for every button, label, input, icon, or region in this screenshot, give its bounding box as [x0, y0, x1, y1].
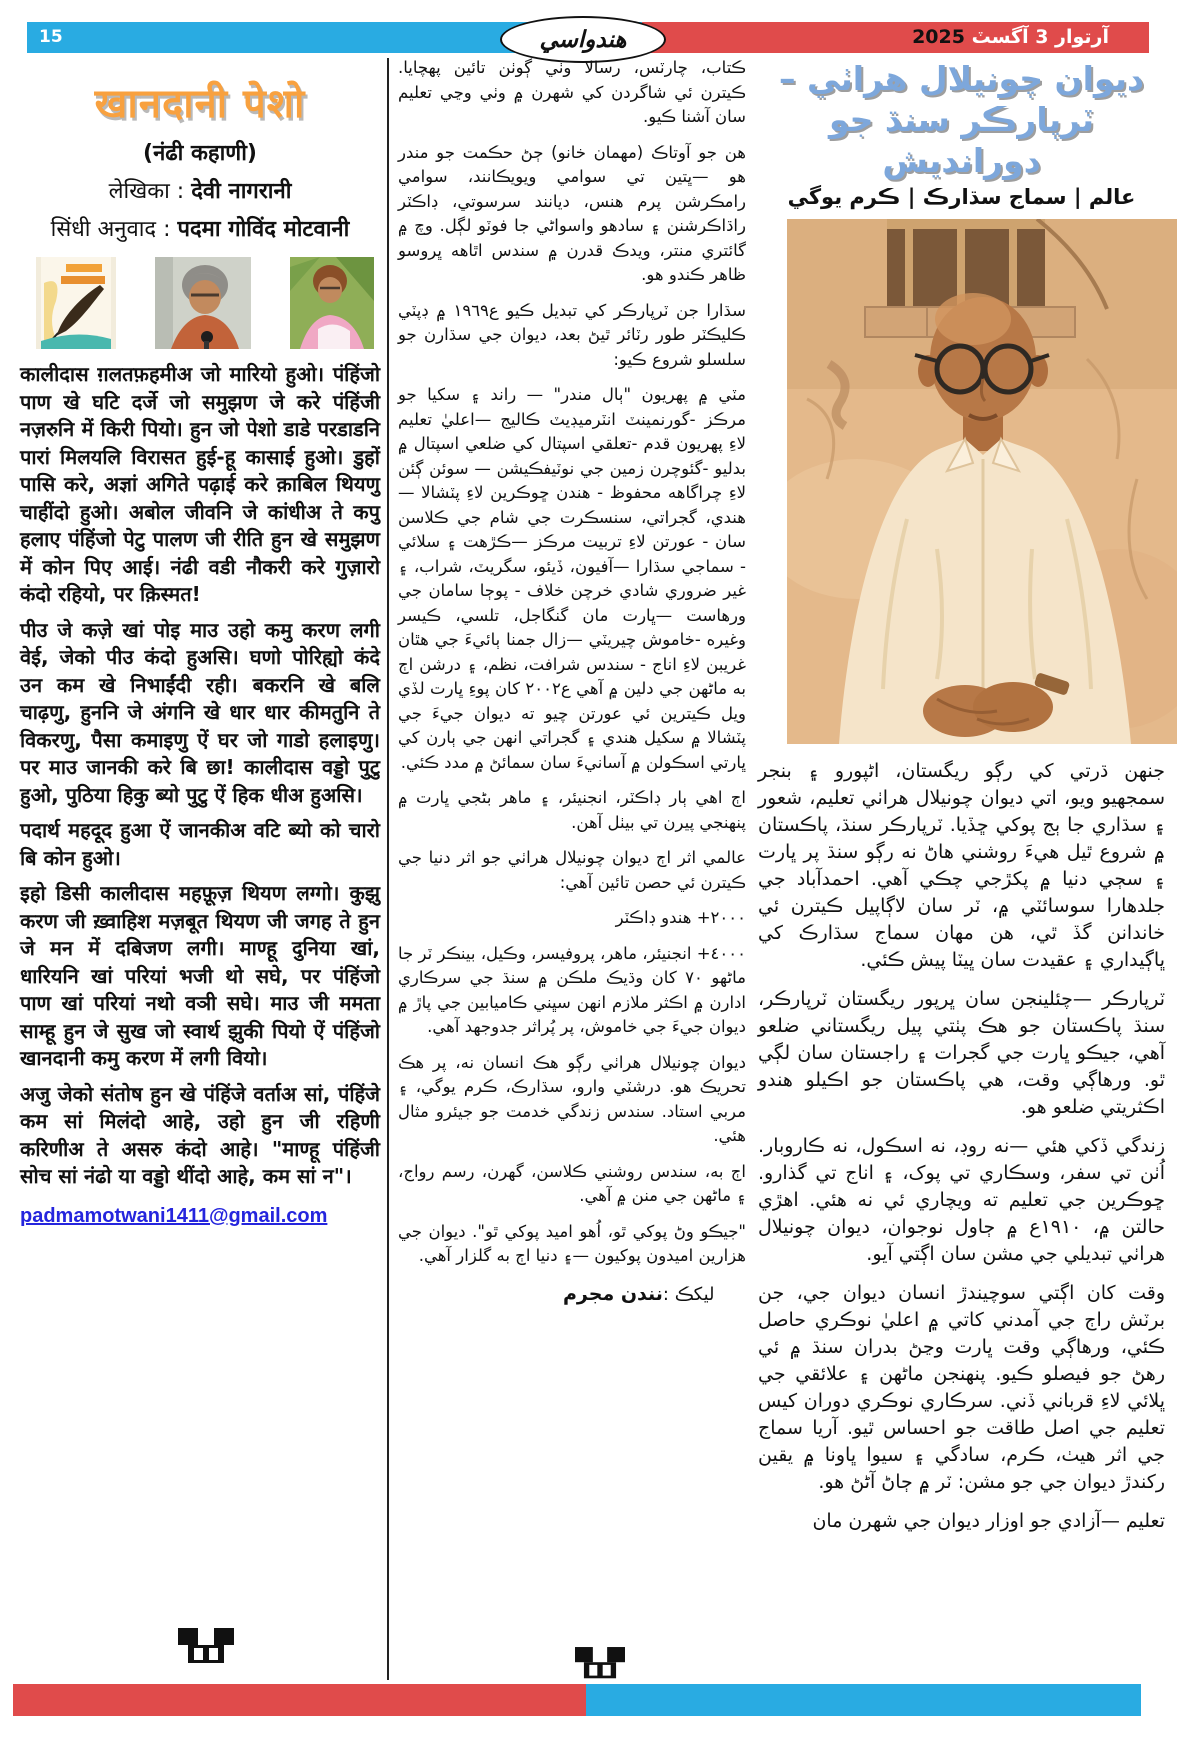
paragraph: هن جو آوتاڪ (مهمان خانو) ڄڻ حڪمت جو مندر هو —ڀتين تي سوامي ويويڪانند، سوامي رامڪرشن پرم هنس، ديانند سرسوتي، ڊاڪٽر راڌاڪرشنن ۽ سادهو واسواڻي جا فوٽو لڳل. وچ ۾ گائتري منتر، ويدڪ قدرن ۾ سندس اٿاهه ڀروسو ظاهر ڪندو هو.: [398, 142, 746, 284]
story-title: खानदानी पेशो: [94, 81, 306, 127]
feature-subtitle: عالم | سماج سڌارڪ | ڪرم يوگي: [787, 185, 1136, 209]
translator-name: पदमा गोविंद मोटवानी: [177, 217, 350, 242]
author-line: लेखिका : देवी नागरानी: [108, 179, 292, 204]
feature-headline: [758, 58, 1165, 181]
masthead-bar: [27, 22, 1149, 53]
paragraph: ديوان چونيلال هراٺي رڳو هڪ انسان نه، پر هڪ تحريڪ هو. درشٽي وارو، سڌارڪ، ڪرم يوگي، ۽ مربي استاد. سندس زندگي خدمت جو جيئرو مثال هئي.: [398, 1052, 746, 1145]
paragraph: पदार्थ महदूद हुआ ऐं जानकीअ वटि ब्यो को चारो बि कोन हुओ।: [20, 818, 380, 870]
section-footer-line: تعليم —آزادي جو اوزار ديوان جي شهرن مان: [812, 1510, 1165, 1532]
translator-line: सिंधी अनुवाद : पदमा गोविंद मोटवानी: [50, 217, 350, 242]
paragraph: पीउ जे कज़े खां पोइ माउ उहो कमु करण लगी वेई, जेको पीउ कंदो हुअसि। घणो पोरिह्यो कंदे उन कम खे निभाईंदी रही। बकरनि खे बलि चाढ़णु, हुननि जे अंगनि खे धार धार कीमतुनि ते विकरणु, पैसा कमाइणु ऐं घर जो गाडो हलाइणु। पर माउ जानकी करे बि छा! कालीदास वड्डो पुटु हुओ, पुठिया हिकु ब्यो पुटु ऐं हिक धीअ हुअसि।: [20, 617, 380, 807]
book-cover-image: [36, 257, 116, 349]
paragraph: زندگي ڏکي هئي —نه روڊ، نه اسڪول، نه ڪاروبار. اُٺن تي سفر، وسڪاري تي پوک، ۽ اناج تي گذارو. ڇوڪرين جي تعليم ته ويچاري ئي نه هئي. اهڙي حالتن ۾، ١٩١٠ع ۾ ڄاول نوجوان، ديوان چونيلال هراٺي تبديلي جي مشن سان اڳتي آيو.: [758, 1135, 1165, 1265]
portrait-photo: [787, 219, 1177, 744]
end-of-article-mark: [575, 1646, 625, 1682]
paragraph: कालीदास ग़लतफ़हमीअ जो मारियो हुओ। पंहिंजो पाण खे घटि दर्जे जो समुझण जे करे पंहिंजी नज़रुनि में किरी पियो। हुन जो पेशो डाडे परडाडनि पारां मिलयलि विरासत हुई-हू कासाई हुओ। डुहों पासि करे, अज्ञां अगिते पढ़ाई करे क़ाबिल थियणु चाहींदो हुओ। अबोल जीवनि जे कांधीअ ते कपु हलाए पंहिंजो पेटु पालण जी रीति हुन खे समुझण में कोन पिए आई। नंढी वडी नौकरी करे गुज़ारो कंदो रहियो, पर क़िस्मत!: [20, 362, 380, 606]
paragraph: ٤٠٠٠+ انجنيئر، ماهر، پروفيسر، وڪيل، بينڪر ٽر جا ماڻهو ٧٠ کان وڌيڪ ملڪن ۾ سنڌ جي سرڪاري ادارن ۾ اڪثر ملازم انهن سڀني ڪاميابين جي پاڙ ۾ ديوان جيءَ جي خاموش، پر پُراثر جدوجهد آهي.: [398, 943, 746, 1036]
translator-photo: [290, 257, 374, 349]
story-subtitle: (नंढी कहाणी): [143, 141, 257, 166]
footer-blue-segment: [586, 1684, 1141, 1716]
paragraph: ٢٠٠٠+ هندو ڊاڪٽر: [615, 908, 746, 927]
paragraph: مٽي ۾ پهريون "ٻال مندر" — راند ۽ سکيا جو مرڪز -گورنمينٽ انٽرميڊيٽ ڪاليج —اعليٰ تعليم لاءِ پهريون قدم -تعلقي اسپتال کي ضلعي اسپتال ۾ بدليو -گئوچرن زمين جي نوٽيفڪيشن — سوئن ڳئن لاءِ چراگاهه محفوظ - هندن ڇوڪرين لاءِ پٽشالا —هندي، گجراتي، سنسڪرت جي شام جي ڪلاسن سان - عورتن لاءِ تربيت مرڪز —ڪڙهت ۽ سلائي - سماجي سڌارا —آفيون، ڏيئو، سگريٽ، شراب، ۽ غير ضروري شادي خرچن خلاف - پوڄا سامان جي ورهاست —ڀارت مان گنگاجل، تلسي، ڪيسر وغيره -خاموش چيريٽي —زال جمنا ٻائيءَ جي هٿان غريبن لاءِ اناج - سندس شرافت، نظم، ۽ درشن اڄ به ماڻهن جي دلين ۾ آهي ع٢٠٠٢ کان پوءِ ڀارت لڏي ويل ڪيترين ئي عورتن چيو ته ديوان جيءَ جي پٽشالا ۾ سکيل هندي ۽ گجراتي انهن جي ٻارن کي ڀارتي اسڪولن ۾ آسانيءَ سان سمائڻ ۾ مدد ڪئي.: [398, 385, 747, 772]
newspaper-logo-text: هندواسي: [539, 26, 627, 53]
paragraph: سڌارا جن ٽرپارڪر کي تبديل ڪيو ع١٩٦٩ ۾ ڊپٽي ڪليڪٽر طور رٽائر ٿيڻ بعد، ديوان جي سڌارن جو سلسلو شروع ڪيو:: [398, 300, 746, 369]
author-photo: [155, 257, 251, 349]
author-email-link[interactable]: padmamotwani1411@gmail.com: [20, 1204, 328, 1227]
paragraph: "جيڪو وڻ پوکي ٿو، اُهو اميد پوکي ٿو". ديوان جي هزارين اميدون پوکيون —۽ دنيا اڄ به گلزار آهي.: [398, 1221, 746, 1265]
column-divider: [387, 58, 389, 1680]
issue-year: 2025: [912, 26, 965, 48]
paragraph: عالمي اثر اڄ ديوان چونيلال هراٺي جو اثر دنيا جي ڪيترن ئي حصن تائين آهي:: [398, 848, 746, 892]
end-of-article-mark: [178, 1628, 234, 1666]
story-image-row: [36, 257, 374, 349]
paragraph: ٽرپارڪر —چئلينجن سان ڀرپور ريگستان ٽرپارڪر، سنڌ پاڪستان جو هڪ پٺتي پيل ريگستاني ضلعو آهي، جيڪو ڀارت جي گجرات ۽ راجستان سان لڳي ٿو. ورهاڳي وقت، هي پاڪستان جو اڪيلو هندو اڪثريتي ضلعو هو.: [758, 988, 1165, 1118]
article-byline: ليکڪ :نندن مجرم: [563, 1282, 715, 1305]
story-column-hindi: [20, 60, 380, 1228]
page-number: 15: [39, 27, 63, 47]
author-name: देवी नागरानी: [191, 179, 292, 204]
footer-red-segment: [13, 1684, 586, 1716]
paragraph: اڄ به، سندس روشني ڪلاسن، گهرن، رسم رواج، ۽ ماڻهن جي منن ۾ آهي.: [398, 1161, 746, 1205]
headline-line-2: ٽرپارڪر سنڌ جو دورانديش: [828, 100, 1095, 180]
headline-line-1: ديوان چونيلال هراٺي –: [779, 59, 1144, 98]
paragraph: اڄ اهي ٻار ڊاڪٽر، انجنيئر، ۽ ماهر بڻجي ڀارت ۾ پنهنجي پيرن تي بيٺل آهن.: [398, 788, 746, 832]
feature-column: [758, 56, 1165, 1547]
paragraph: جنهن ڌرتي کي رڳو ريگستان، اڻپورو ۽ بنجر سمجهيو ويو، اتي ديوان چونيلال هراٺي تعليم، شعور ۽ سڌاري جا ٻج پوکي ڇڏيا. ٽرپارڪر سنڌ، پاڪستان ۾ شروع ٿيل هيءَ روشني هاڻ نه رڳو سنڌ پر ڀارت ۽ سڄي دنيا ۾ پکڙجي چڪي آهي. احمدآباد جي جلدهارا سوسائٽي ۾، ٽر سان لاڳاپيل ڪيترن ئي خاندانن گڏ ٿي، هن مهان سماج سڌارڪ کي ڀاڳيداري ۽ عقيدت سان ڀيٽا پيش ڪئي.: [758, 760, 1165, 971]
paragraph: अजु जेको संतोष हुन खे पंहिंजे वर्ताअ सां, पंहिंजे कम सां मिलंदो आहे, उहो हुन जी रहिणी करिणीअ ते असरु कंदो आहे। "माण्हू पंहिंजी सोच सां नंढो या वड्डो थींदो आहे, कम सां न"।: [20, 1081, 380, 1188]
paragraph: وقت کان اڳتي سوچيندڙ انسان ديوان جي، جن برٽش راڄ جي آمدني کاتي ۾ اعليٰ نوڪري حاصل ڪئي، ورهاڳي وقت ڀارت وڃڻ بدران سنڌ ۾ ئي رهڻ جو فيصلو ڪيو. پنهنجن ماڻهن ۽ علائقي جي ڀلائي لاءِ قرباني ڏني. سرڪاري نوڪري دوران کيس تعليم جي اصل طاقت جو احساس ٿيو. آريا سماج جي اثر هيٺ، ڪرم، سادگي ۽ سيوا ڀاونا ۾ يقين رکندڙ ديوان جي جو مشن: ٽر ۾ ڄاڻ آڻڻ هو.: [758, 1282, 1165, 1493]
article-column-middle: [398, 56, 746, 1305]
footer-bar: [13, 1684, 1141, 1716]
issue-date: آرتوار 3 آگسٽ 2025: [912, 26, 1109, 48]
paragraph: ڪتاب، چارٽس، رسالا وٺي ڳوٺن تائين پهچايا. ڪيترن ئي شاگردن کي شهرن ۾ وٺي وڃي تعليم سان آشنا ڪيو.: [398, 58, 746, 126]
paragraph: इहो डिसी कालीदास महफ़ूज़ थियण लग्गो। कुझु करण जी ख़्वाहिश मज़बूत थियण जी जगह ते हुन जे मन में दबिजण लगी। माण्हू दुनिया खां, धारियनि खां परियां भजी थो सघे, पर पंहिंजो पाण खां परियां नथो वञी सघे। माउ जी ममता साम्हू हुन जे सुख जो स्वार्थ झुकी पियो ऐं पंहिंजो खानदानी कमु करण में लगी वियो।: [20, 881, 380, 1070]
byline-author-name: نندن مجرم: [563, 1282, 663, 1305]
